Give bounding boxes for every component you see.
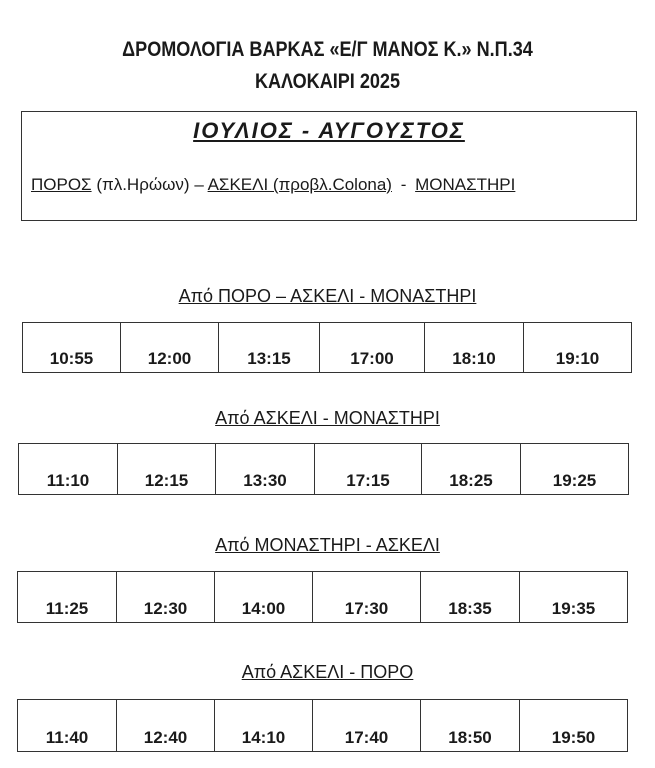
timetable-askeli-monastiri <box>18 443 629 495</box>
route-dash: – <box>194 175 204 194</box>
time-cell: 12:00 <box>121 323 219 373</box>
time-cell: 19:25 <box>521 444 629 495</box>
route-dash-2: - <box>400 175 407 194</box>
time-cell: 17:40 <box>313 700 421 752</box>
route-poros-note: (πλ.Ηρώων) <box>96 175 190 194</box>
table-row <box>23 323 632 373</box>
time-cell: 18:10 <box>425 323 524 373</box>
timetable-poros-askeli-monastiri <box>22 322 632 373</box>
timetable-monastiri-askeli <box>17 571 628 623</box>
time-cell: 12:30 <box>117 572 215 623</box>
time-cell: 12:15 <box>118 444 216 495</box>
time-cell: 17:15 <box>315 444 422 495</box>
time-cell: 13:15 <box>219 323 320 373</box>
time-cell: 10:55 <box>23 323 121 373</box>
time-cell: 18:50 <box>421 700 520 752</box>
section-title-poros-askeli-monastiri: Από ΠΟΡΟ – ΑΣΚΕΛΙ - ΜΟΝΑΣΤΗΡΙ <box>178 286 477 306</box>
time-cell: 11:40 <box>18 700 117 752</box>
time-cell: 19:35 <box>520 572 628 623</box>
route-monastiri: ΜΟΝΑΣΤΗΡΙ <box>415 175 516 194</box>
time-cell: 13:30 <box>216 444 315 495</box>
section-title-askeli-poro: Από ΑΣΚΕΛΙ - ΠΟΡΟ <box>241 662 414 682</box>
time-cell: 17:00 <box>320 323 425 373</box>
route-poros: ΠΟΡΟΣ <box>31 175 92 194</box>
time-cell: 19:50 <box>520 700 628 752</box>
table-row <box>18 572 628 623</box>
table-row <box>18 700 628 752</box>
time-cell: 17:30 <box>313 572 421 623</box>
page-title: ΔΡΟΜΟΛΟΓΙΑ ΒΑΡΚΑΣ «Ε/Γ ΜΑΝΟΣ Κ.» Ν.Π.34 <box>122 38 533 61</box>
time-cell: 14:10 <box>215 700 313 752</box>
time-cell: 19:10 <box>524 323 632 373</box>
time-cell: 12:40 <box>117 700 215 752</box>
time-cell: 18:25 <box>422 444 521 495</box>
page-subtitle: ΚΑΛΟΚΑΙΡΙ 2025 <box>254 70 401 93</box>
route-askeli: ΑΣΚΕΛΙ (προβλ.Colona) <box>207 175 392 194</box>
section-title-askeli-monastiri: Από ΑΣΚΕΛΙ - ΜΟΝΑΣΤΗΡΙ <box>215 408 440 428</box>
time-cell: 14:00 <box>215 572 313 623</box>
route-line <box>31 175 515 195</box>
months-heading: ΙΟΥΛΙΟΣ - ΑΥΓΟΥΣΤΟΣ <box>193 118 465 143</box>
time-cell: 11:10 <box>19 444 118 495</box>
table-row <box>19 444 629 495</box>
section-title-monastiri-askeli: Από ΜΟΝΑΣΤΗΡΙ - ΑΣΚΕΛΙ <box>215 535 440 555</box>
time-cell: 18:35 <box>421 572 520 623</box>
time-cell: 11:25 <box>18 572 117 623</box>
info-box <box>21 111 637 221</box>
timetable-askeli-poro <box>17 699 628 752</box>
